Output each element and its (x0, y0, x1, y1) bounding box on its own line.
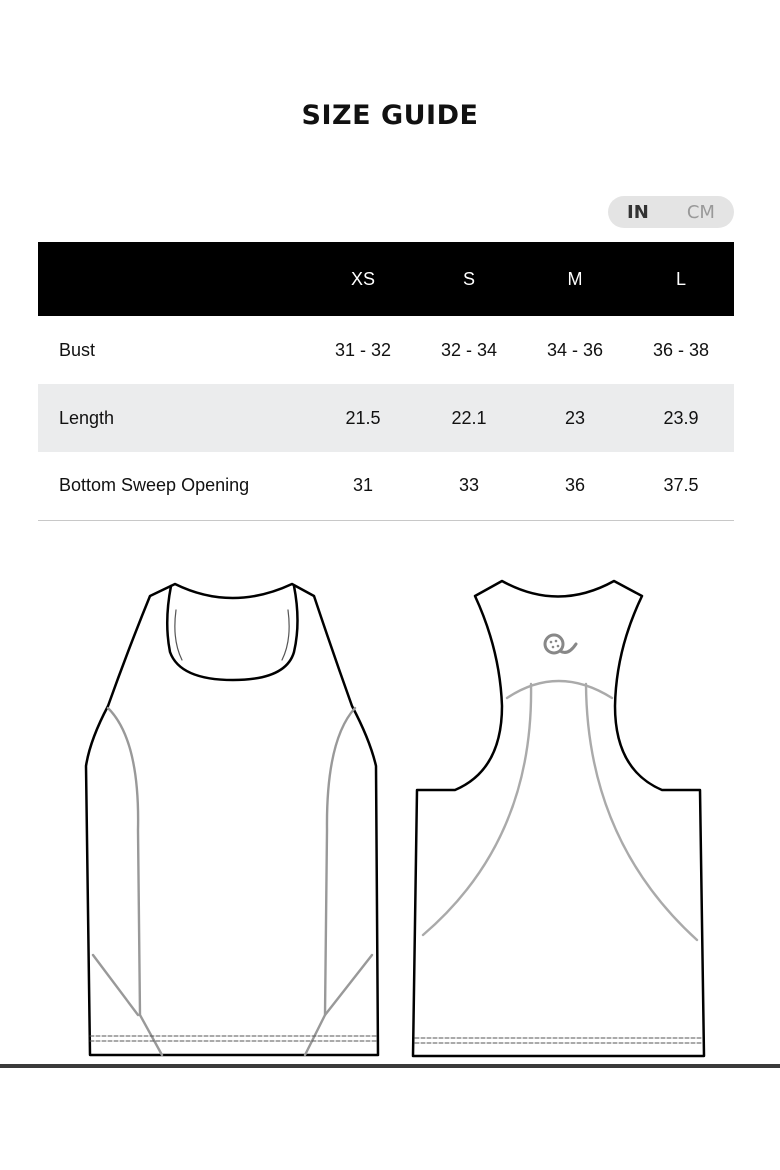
cell-value: 23.9 (663, 407, 699, 428)
unit-cm-option[interactable]: CM (686, 201, 715, 223)
table-row (38, 384, 734, 452)
cell-value: 36 - 38 (652, 339, 710, 360)
cell-value: 37.5 (663, 475, 699, 496)
page-title: SIZE GUIDE (301, 100, 479, 131)
header-empty-cell (38, 242, 310, 316)
row-label: Length (59, 407, 115, 428)
size-header-s: S (462, 268, 475, 289)
size-header-l: L (675, 268, 686, 289)
table-row (38, 316, 734, 384)
row-label: Bottom Sweep Opening (59, 475, 250, 496)
tank-front-illustration (86, 584, 378, 1055)
tank-top-diagram (0, 570, 780, 1070)
cell-value: 34 - 36 (546, 339, 604, 360)
cell-value: 33 (458, 475, 480, 496)
cell-value: 31 - 32 (334, 339, 392, 360)
cell-value: 21.5 (345, 407, 381, 428)
cell-value: 36 (564, 475, 586, 496)
size-header-xs: XS (350, 268, 375, 289)
cell-value: 23 (564, 407, 586, 428)
cell-value: 31 (352, 475, 374, 496)
unit-in-option[interactable]: IN (627, 201, 649, 223)
size-header-row (38, 242, 734, 316)
size-header-m: M (567, 268, 583, 289)
row-label: Bust (59, 339, 96, 360)
cell-value: 32 - 34 (440, 339, 498, 360)
unit-toggle[interactable] (608, 196, 734, 228)
table-row (38, 452, 734, 520)
cell-value: 22.1 (451, 407, 487, 428)
size-table (38, 242, 734, 521)
bottom-divider (0, 1064, 780, 1068)
